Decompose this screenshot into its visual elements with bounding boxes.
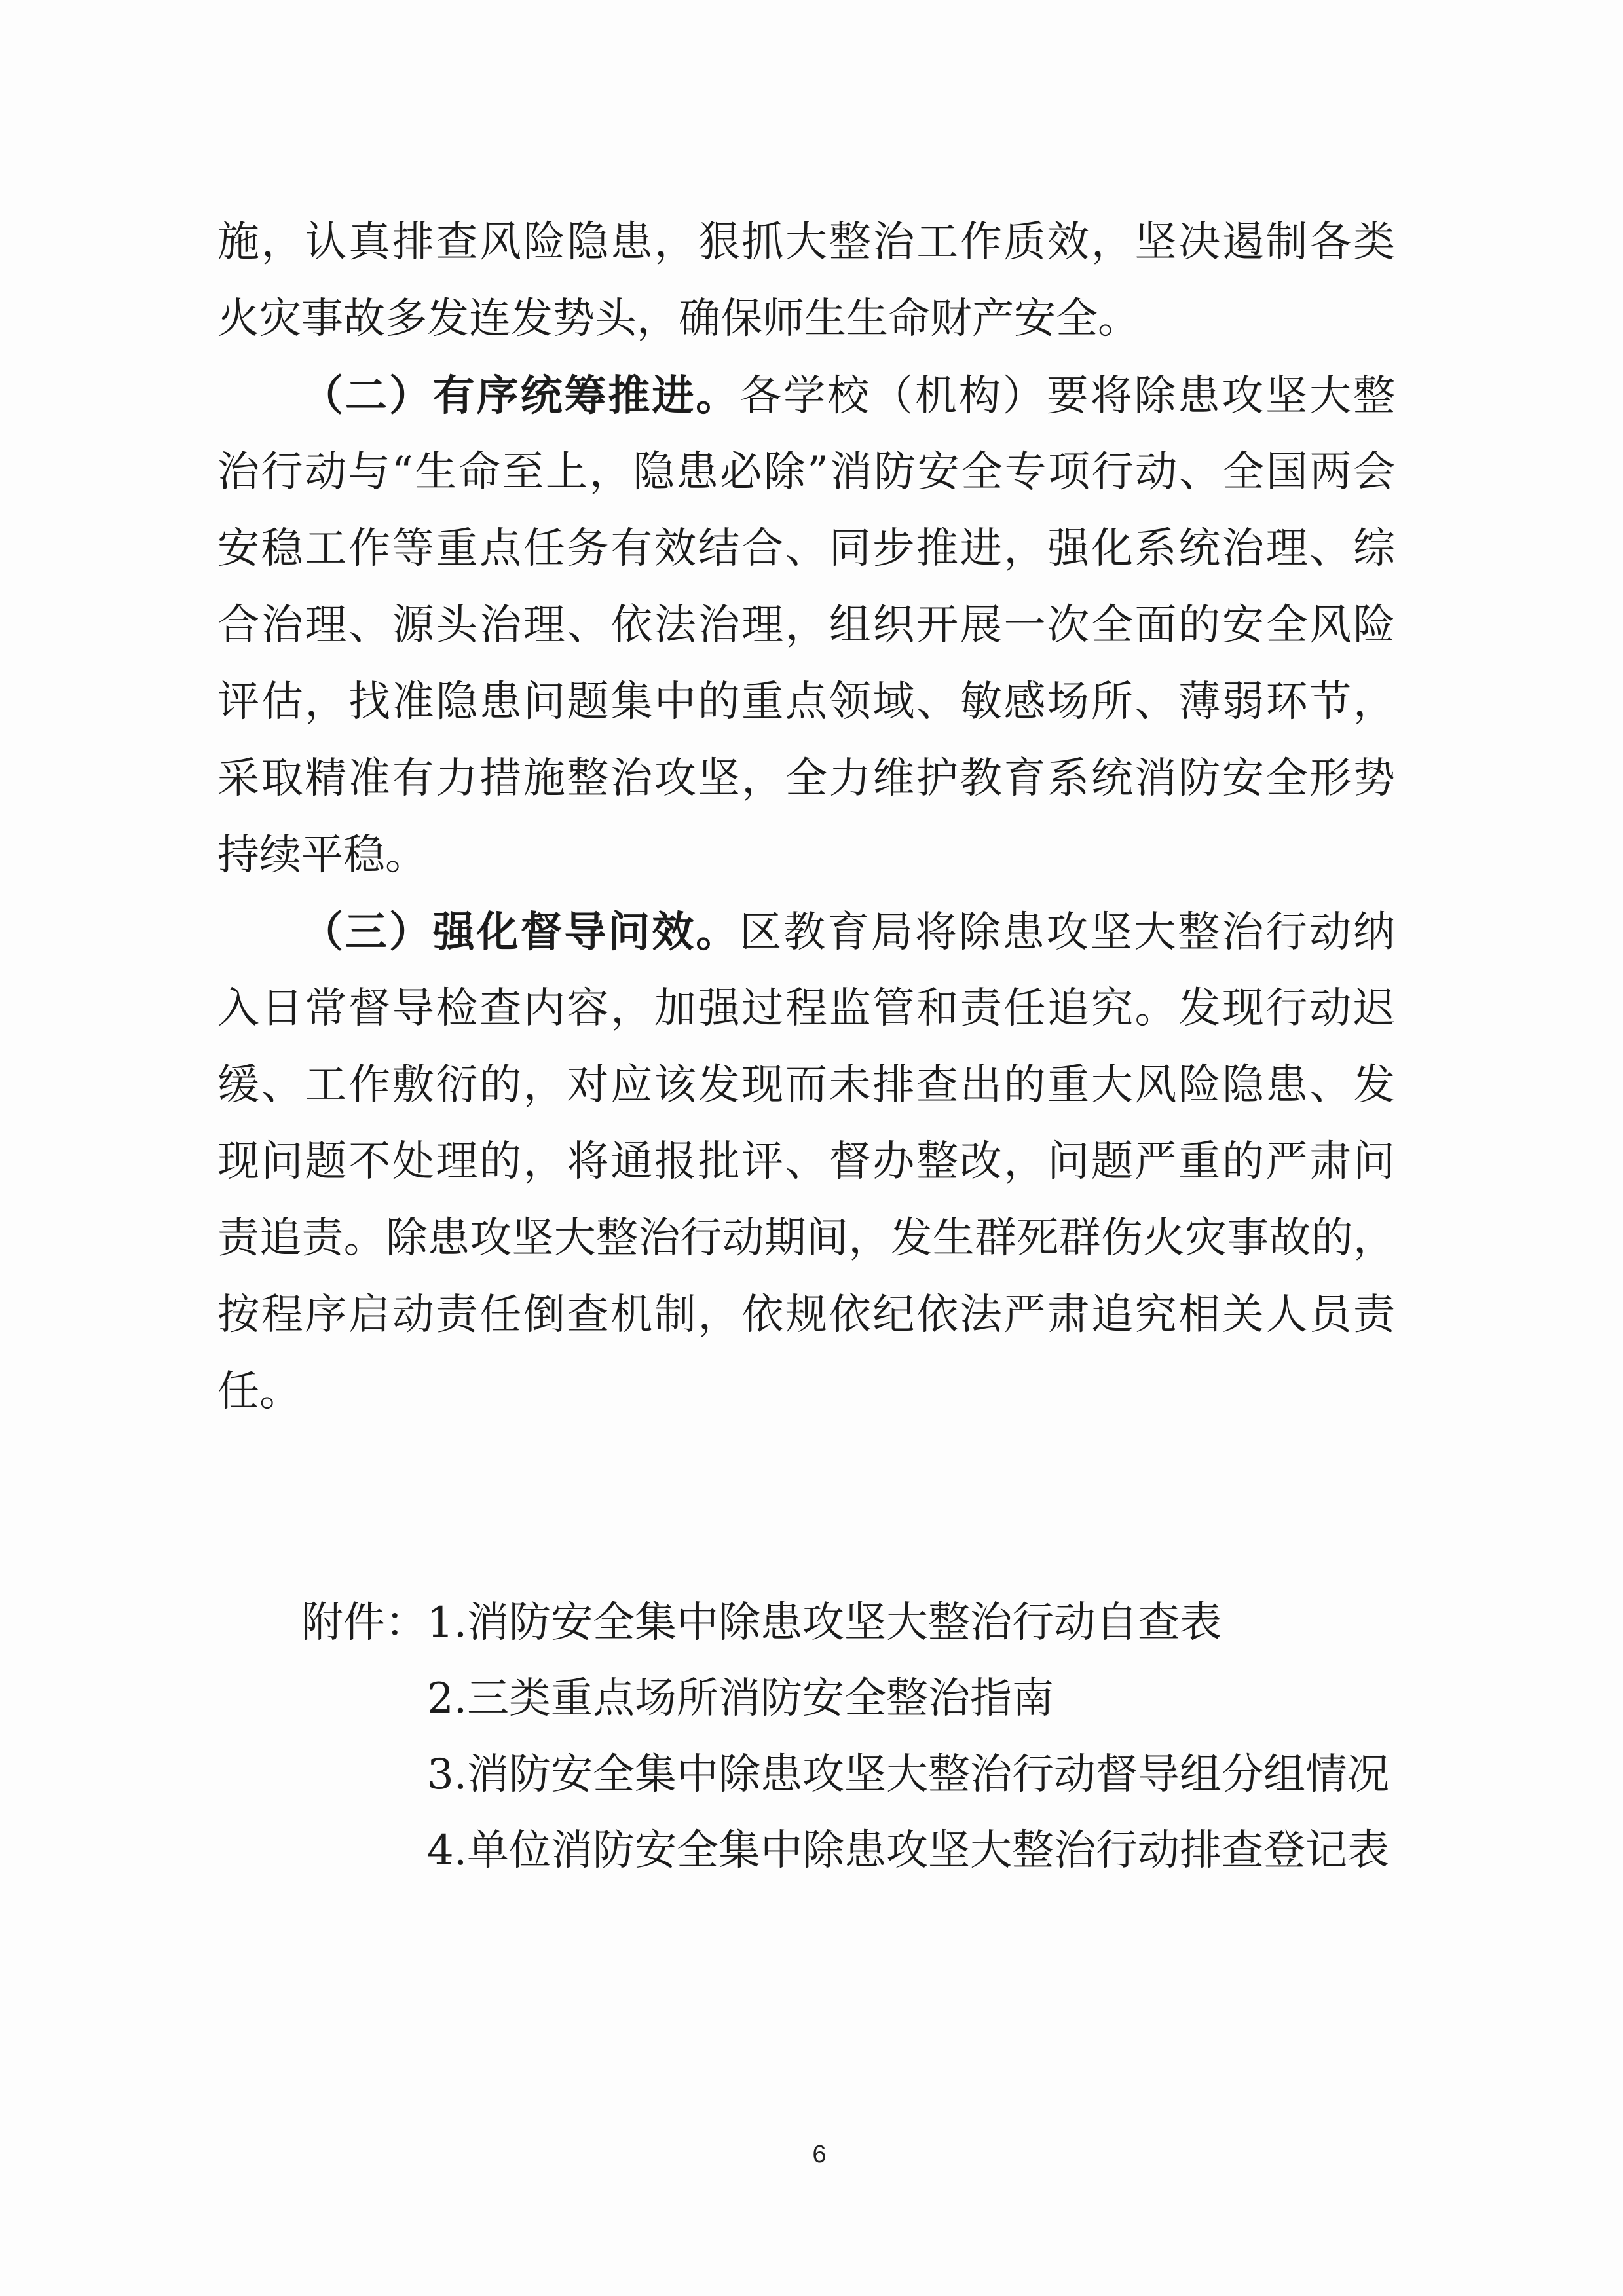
attachments-label: 附件： xyxy=(301,1599,427,1647)
paragraph-text: 各学校（机构）要将除患攻坚大整 xyxy=(739,372,1396,420)
section-heading: （三）强化督导问效。 xyxy=(301,908,740,957)
paragraph-line: 评估，找准隐患问题集中的重点领域、敏感场所、薄弱环节， xyxy=(217,678,1395,726)
section-heading: （二）有序统筹推进。 xyxy=(301,371,740,420)
page-number: 6 xyxy=(812,2141,827,2168)
paragraph-text: 区教育局将除患攻坚大整治行动纳 xyxy=(739,908,1396,957)
paragraph-line: 火灾事故多发连发势头，确保师生生命财产安全。 xyxy=(217,295,1140,343)
paragraph-line: 施，认真排查风险隐患，狠抓大整治工作质效，坚决遏制各类 xyxy=(217,218,1395,267)
paragraph-line: 采取精准有力措施整治攻坚，全力维护教育系统消防安全形势 xyxy=(217,754,1395,803)
paragraph-line: 安稳工作等重点任务有效结合、同步推进，强化系统治理、综 xyxy=(217,525,1395,573)
paragraph-line: 持续平稳。 xyxy=(217,831,427,880)
attachments-list xyxy=(301,1585,1415,1889)
paragraph-line: 入日常督导检查内容，加强过程监管和责任追究。发现行动迟 xyxy=(217,984,1395,1033)
attachment-item: 3.消防安全集中除患攻坚大整治行动督导组分组情况 xyxy=(427,1750,1390,1799)
paragraph-line: 缓、工作敷衍的，对应该发现而未排查出的重大风险隐患、发 xyxy=(217,1061,1395,1109)
attachment-row xyxy=(301,1585,1415,1661)
paragraph-line: 任。 xyxy=(217,1367,301,1416)
attachment-item: 2.三类重点场所消防安全整治指南 xyxy=(427,1675,1054,1723)
paragraph-line: 按程序启动责任倒查机制，依规依纪依法严肃追究相关人员责 xyxy=(217,1291,1395,1339)
paragraph-line: 责追责。除患攻坚大整治行动期间，发生群死群伤火灾事故的， xyxy=(217,1214,1395,1263)
body-text xyxy=(217,204,1395,1430)
attachment-item: 1.消防安全集中除患攻坚大整治行动自查表 xyxy=(427,1599,1222,1647)
paragraph-line: 治行动与“生命至上，隐患必除”消防安全专项行动、全国两会 xyxy=(217,448,1395,496)
paragraph-line xyxy=(217,894,1395,971)
attachment-item: 4.单位消防安全集中除患攻坚大整治行动排查登记表 xyxy=(427,1826,1390,1875)
paragraph-line xyxy=(217,358,1395,434)
paragraph-line: 现问题不处理的，将通报批评、督办整改，问题严重的严肃问 xyxy=(217,1138,1395,1186)
paragraph-line: 合治理、源头治理、依法治理，组织开展一次全面的安全风险 xyxy=(217,601,1395,650)
